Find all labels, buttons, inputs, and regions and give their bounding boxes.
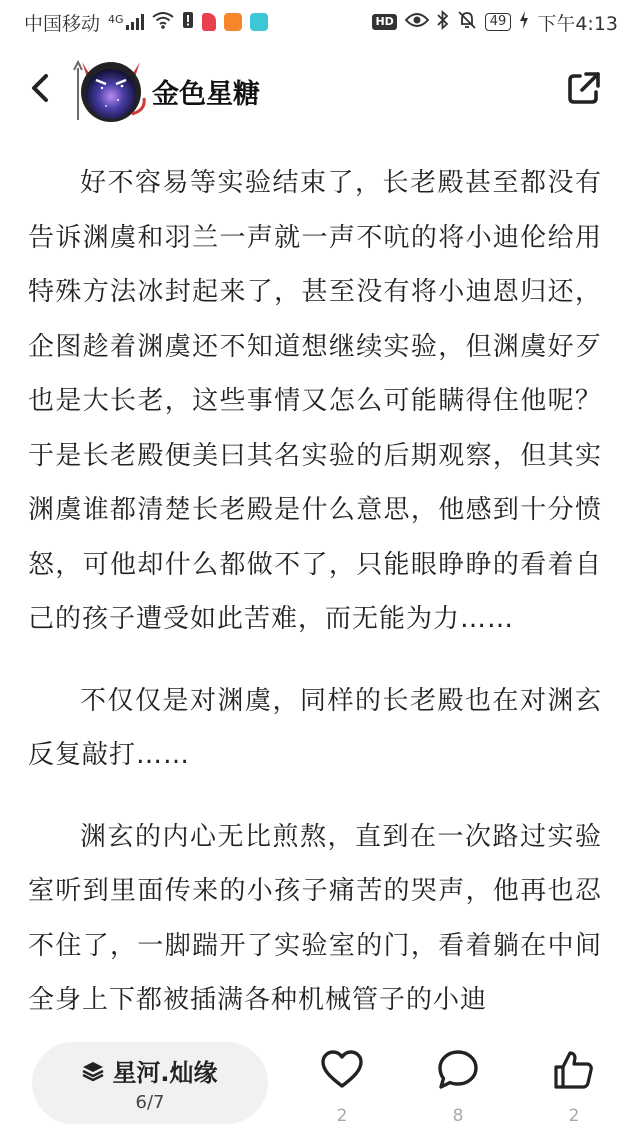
comment-button[interactable] — [428, 1048, 488, 1126]
article-paragraph: 渊玄的内心无比煎熬，直到在一次路过实验室听到里面传来的小孩子痛苦的哭声，他再也忍不住了，一脚踹开了实验室的门，看着躺在中间全身上下都被插满各种机械管子的小迪 — [28, 821, 602, 1015]
collection-button[interactable] — [32, 1042, 268, 1124]
heart-icon — [320, 1048, 364, 1092]
alert-icon — [182, 11, 194, 34]
article-paragraph: 好不容易等实验结束了，长老殿甚至都没有告诉渊虞和羽兰一声就一声不吭的将小迪伦给用特殊方法冰封起来了，甚至没有将小迪恩归还，企图趁着渊虞还不知道想继续实验，但渊虞好歹也是大长老，这些事情又怎么可能瞒得住他呢？于是长老殿便美曰其名实验的后期观察，但其实渊虞谁都清楚长老殿是什么意思，他感到十分愤怒，可他却什么都做不了，只能眼睁睁的看着自己的孩子遭受如此苦难，而无能为力…… — [28, 168, 602, 634]
network-type: 4G — [108, 12, 124, 26]
author-name[interactable]: 金色星糖 — [152, 79, 260, 110]
bottom-action-bar — [0, 1028, 640, 1138]
recommend-count: 2 — [568, 1106, 580, 1126]
tv-app-icon — [250, 13, 268, 31]
comment-count: 8 — [452, 1106, 464, 1126]
wifi-icon — [152, 11, 174, 34]
thumbs-up-icon — [552, 1048, 596, 1092]
top-navigation-bar — [0, 46, 640, 132]
mute-bell-icon — [457, 10, 477, 35]
recommend-button[interactable] — [544, 1048, 604, 1126]
charging-icon — [519, 11, 529, 34]
share-button[interactable] — [564, 68, 604, 108]
clock: 下午4:13 — [537, 12, 618, 35]
collection-name: 星河.灿缘 — [112, 1059, 218, 1087]
signal-icon — [126, 14, 144, 30]
comment-icon — [436, 1048, 480, 1092]
back-button[interactable] — [26, 70, 56, 106]
carrier-label: 中国移动 — [24, 12, 101, 35]
eye-icon — [405, 11, 429, 33]
battery-indicator: 49 — [485, 13, 512, 31]
bluetooth-icon — [437, 10, 449, 35]
layers-icon — [82, 1060, 104, 1082]
app-notification-icon — [202, 13, 216, 31]
collection-page-indicator: 6/7 — [135, 1092, 165, 1113]
status-bar — [0, 0, 640, 44]
author-avatar[interactable] — [72, 48, 150, 126]
article-paragraph: 不仅仅是对渊虞，同样的长老殿也在对渊玄反复敲打…… — [28, 685, 602, 770]
hd-badge: HD — [372, 14, 396, 30]
video-app-icon — [224, 13, 242, 31]
like-button[interactable] — [312, 1048, 372, 1126]
like-count: 2 — [336, 1106, 348, 1126]
article-body — [28, 156, 602, 1055]
chevron-left-icon — [26, 70, 56, 106]
share-icon — [564, 68, 604, 108]
